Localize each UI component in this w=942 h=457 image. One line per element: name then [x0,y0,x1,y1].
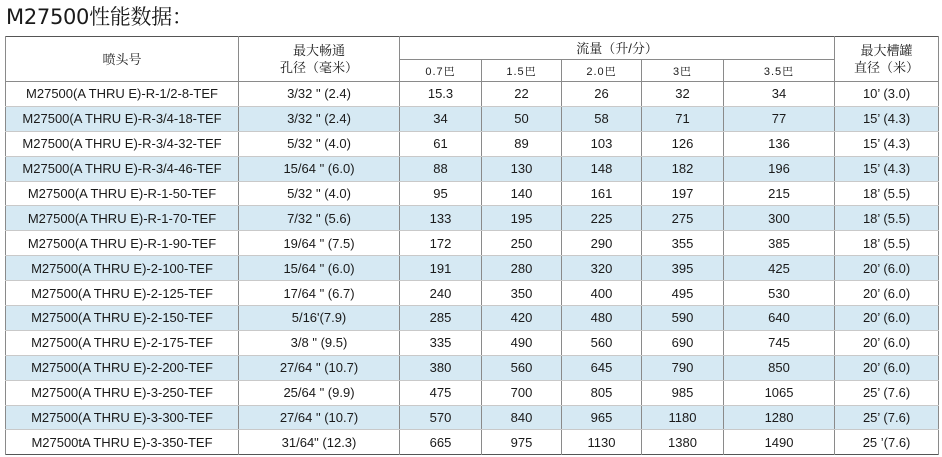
pressure-header: 1.5巴 [482,60,562,82]
flow-cell: 560 [562,330,642,355]
orifice-column-header [239,37,400,82]
table-row [6,430,939,455]
tank-header-line1: 最大槽罐 [860,43,913,58]
flow-cell: 385 [724,231,835,256]
flow-cell: 690 [642,330,724,355]
flow-cell: 1280 [724,405,835,430]
table-body [6,82,939,455]
flow-cell: 89 [482,131,562,156]
tank-diameter-cell: 20’ (6.0) [835,256,939,281]
table-row [6,380,939,405]
flow-cell: 15.3 [400,82,482,107]
flow-cell: 34 [400,106,482,131]
table-row [6,330,939,355]
tank-diameter-cell: 20’ (6.0) [835,281,939,306]
flow-cell: 148 [562,156,642,181]
table-row [6,405,939,430]
nozzle-cell: M27500(A THRU E)-3-250-TEF [6,380,239,405]
tank-diameter-cell: 18’ (5.5) [835,181,939,206]
flow-cell: 290 [562,231,642,256]
flow-cell: 34 [724,82,835,107]
flow-cell: 61 [400,131,482,156]
orifice-cell: 17/64 " (6.7) [239,281,400,306]
nozzle-cell: M27500(A THRU E)-R-1/2-8-TEF [6,82,239,107]
orifice-cell: 27/64 " (10.7) [239,405,400,430]
flow-cell: 320 [562,256,642,281]
flow-cell: 182 [642,156,724,181]
flow-cell: 280 [482,256,562,281]
table-row [6,156,939,181]
flow-cell: 275 [642,206,724,231]
orifice-cell: 3/32 " (2.4) [239,106,400,131]
pressure-header: 3.5巴 [724,60,835,82]
flow-cell: 490 [482,330,562,355]
flow-cell: 58 [562,106,642,131]
flow-cell: 355 [642,231,724,256]
tank-diameter-cell: 20’ (6.0) [835,330,939,355]
table-row [6,306,939,331]
nozzle-cell: M27500(A THRU E)-R-1-70-TEF [6,206,239,231]
flow-cell: 335 [400,330,482,355]
flow-cell: 71 [642,106,724,131]
table-row [6,82,939,107]
tank-column-header [835,37,939,82]
flow-cell: 126 [642,131,724,156]
flow-cell: 380 [400,355,482,380]
table-row [6,355,939,380]
flow-cell: 1130 [562,430,642,455]
table-row [6,106,939,131]
flow-cell: 1180 [642,405,724,430]
flow-cell: 570 [400,405,482,430]
flow-cell: 425 [724,256,835,281]
page-title: M27500性能数据： [6,5,193,29]
flow-cell: 790 [642,355,724,380]
flow-cell: 1065 [724,380,835,405]
tank-diameter-cell: 18’ (5.5) [835,231,939,256]
orifice-cell: 5/16'(7.9) [239,306,400,331]
orifice-cell: 15/64 " (6.0) [239,156,400,181]
performance-table [5,36,939,455]
flow-cell: 640 [724,306,835,331]
orifice-cell: 19/64 " (7.5) [239,231,400,256]
tank-diameter-cell: 25 ’(7.6) [835,430,939,455]
flow-cell: 530 [724,281,835,306]
flow-cell: 480 [562,306,642,331]
flow-cell: 745 [724,330,835,355]
nozzle-cell: M27500(A THRU E)-2-150-TEF [6,306,239,331]
tank-diameter-cell: 10’ (3.0) [835,82,939,107]
pressure-header: 2.0巴 [562,60,642,82]
orifice-cell: 27/64 " (10.7) [239,355,400,380]
flow-cell: 225 [562,206,642,231]
tank-diameter-cell: 18’ (5.5) [835,206,939,231]
table-row [6,131,939,156]
nozzle-cell: M27500(A THRU E)-R-1-50-TEF [6,181,239,206]
flow-cell: 475 [400,380,482,405]
flow-cell: 161 [562,181,642,206]
flow-cell: 665 [400,430,482,455]
flow-cell: 22 [482,82,562,107]
orifice-header-line2: 孔径（毫米） [279,60,358,75]
flow-cell: 130 [482,156,562,181]
orifice-cell: 5/32 " (4.0) [239,131,400,156]
flow-cell: 850 [724,355,835,380]
flow-cell: 191 [400,256,482,281]
tank-diameter-cell: 20’ (6.0) [835,355,939,380]
flow-cell: 103 [562,131,642,156]
flow-cell: 240 [400,281,482,306]
flow-cell: 95 [400,181,482,206]
nozzle-cell: M27500(A THRU E)-3-300-TEF [6,405,239,430]
header-row-top [6,37,939,60]
flow-cell: 88 [400,156,482,181]
tank-diameter-cell: 15’ (4.3) [835,131,939,156]
flow-cell: 350 [482,281,562,306]
pressure-header: 0.7巴 [400,60,482,82]
orifice-cell: 3/8 " (9.5) [239,330,400,355]
table-row [6,181,939,206]
flow-cell: 136 [724,131,835,156]
flow-cell: 285 [400,306,482,331]
nozzle-cell: M27500(A THRU E)-R-1-90-TEF [6,231,239,256]
flow-cell: 250 [482,231,562,256]
flow-cell: 140 [482,181,562,206]
flow-cell: 77 [724,106,835,131]
orifice-cell: 3/32 " (2.4) [239,82,400,107]
flow-cell: 400 [562,281,642,306]
flow-cell: 975 [482,430,562,455]
flow-cell: 133 [400,206,482,231]
orifice-cell: 5/32 " (4.0) [239,181,400,206]
nozzle-cell: M27500(A THRU E)-R-3/4-32-TEF [6,131,239,156]
nozzle-cell: M27500(A THRU E)-2-175-TEF [6,330,239,355]
tank-diameter-cell: 25’ (7.6) [835,405,939,430]
flow-cell: 172 [400,231,482,256]
flow-cell: 395 [642,256,724,281]
nozzle-cell: M27500(A THRU E)-R-3/4-46-TEF [6,156,239,181]
flow-cell: 985 [642,380,724,405]
flow-cell: 495 [642,281,724,306]
table-row [6,256,939,281]
nozzle-column-header: 喷头号 [6,37,239,82]
flow-cell: 645 [562,355,642,380]
flow-cell: 32 [642,82,724,107]
tank-header-line2: 直径（米） [854,60,920,75]
flow-cell: 215 [724,181,835,206]
nozzle-cell: M27500(A THRU E)-2-125-TEF [6,281,239,306]
orifice-header-line1: 最大畅通 [292,43,345,58]
table-row [6,231,939,256]
nozzle-cell: M27500tA THRU E)-3-350-TEF [6,430,239,455]
flow-cell: 300 [724,206,835,231]
flow-cell: 590 [642,306,724,331]
flow-cell: 1380 [642,430,724,455]
flow-group-header: 流量（升/分） [400,37,835,60]
nozzle-cell: M27500(A THRU E)-2-200-TEF [6,355,239,380]
flow-cell: 965 [562,405,642,430]
orifice-cell: 25/64 " (9.9) [239,380,400,405]
tank-diameter-cell: 15’ (4.3) [835,106,939,131]
flow-cell: 50 [482,106,562,131]
orifice-cell: 15/64 " (6.0) [239,256,400,281]
flow-cell: 1490 [724,430,835,455]
flow-cell: 197 [642,181,724,206]
tank-diameter-cell: 25’ (7.6) [835,380,939,405]
orifice-cell: 31/64" (12.3) [239,430,400,455]
orifice-cell: 7/32 " (5.6) [239,206,400,231]
table-row [6,206,939,231]
flow-cell: 196 [724,156,835,181]
flow-cell: 840 [482,405,562,430]
tank-diameter-cell: 20’ (6.0) [835,306,939,331]
flow-cell: 700 [482,380,562,405]
table-row [6,281,939,306]
tank-diameter-cell: 15’ (4.3) [835,156,939,181]
flow-cell: 560 [482,355,562,380]
nozzle-cell: M27500(A THRU E)-R-3/4-18-TEF [6,106,239,131]
flow-cell: 420 [482,306,562,331]
nozzle-cell: M27500(A THRU E)-2-100-TEF [6,256,239,281]
pressure-header: 3巴 [642,60,724,82]
flow-cell: 26 [562,82,642,107]
flow-cell: 195 [482,206,562,231]
flow-cell: 805 [562,380,642,405]
